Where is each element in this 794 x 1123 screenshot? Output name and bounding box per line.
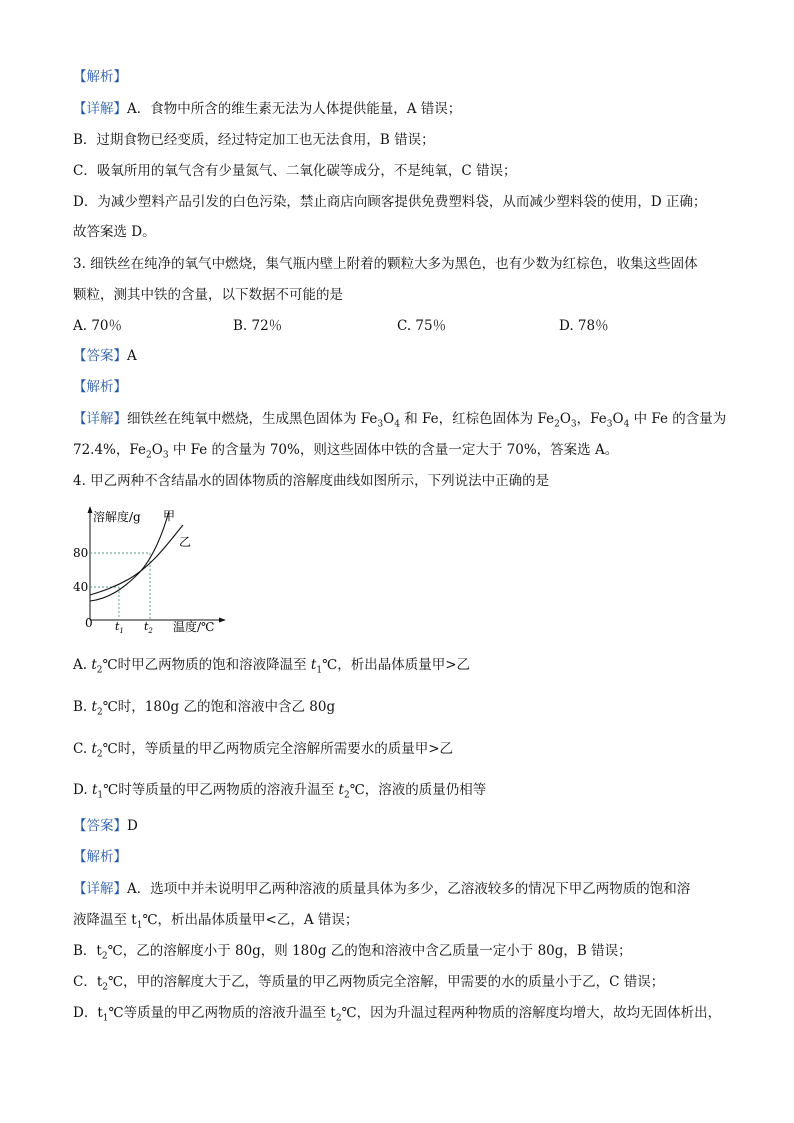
q2-exp-d: D．为减少塑料产品引发的白色污染，禁止商店向顾客提供免费塑料袋，从而减少塑料袋的使用，D 正确； xyxy=(73,194,707,210)
q3-exp1-b: O xyxy=(383,411,395,427)
q2-exp-c: C．吸氧所用的氧气含有少量氮气、二氧化碳等成分，不是纯氧，C 错误； xyxy=(73,163,517,179)
origin-label: 0 xyxy=(85,616,93,630)
q3-exp2-a: 72.4%，Fe xyxy=(73,442,147,458)
q3-exp1-f: O xyxy=(612,411,624,427)
q4-opt-b-text: ℃时，180g 乙的饱和溶液中含乙 80g xyxy=(102,699,336,715)
q3-exp-line2: 72.4%，$Fe_2O_3$ 中 Fe 的含量为 70%，则这些固体中铁的含量一定大于 70%，答案选 A。 xyxy=(73,442,619,461)
q3-exp1-d: O xyxy=(559,411,571,427)
q4-exp-a2b-text: ℃，析出晶体质量甲<乙，A 错误； xyxy=(142,912,359,928)
daan-tag: 【答案】 xyxy=(73,348,127,364)
q2-exp-a-text: A．食物中所含的维生素无法为人体提供能量，A 错误； xyxy=(127,101,462,117)
q2-conclusion: 故答案选 D。 xyxy=(73,224,156,240)
solubility-chart xyxy=(73,503,233,635)
q4-opt-d-text1: ℃时等质量的甲乙两物质的溶液升温至 xyxy=(103,782,339,798)
q4-opt-c-letter: C. xyxy=(73,741,92,757)
q3-exp1-g: 中 Fe 的含量为 xyxy=(629,411,727,427)
q3-exp2-c: 中 Fe 的含量为 70%，则这些固体中铁的含量一定大于 70%，答案选 A。 xyxy=(168,442,619,458)
q4-opt-c-text: ℃时，等质量的甲乙两物质完全溶解所需要水的质量甲>乙 xyxy=(102,741,454,757)
q4-answer xyxy=(73,817,138,835)
q3-answer xyxy=(73,347,137,365)
q4-exp-d-a: D．t xyxy=(73,1005,103,1021)
jiexi-tag: 【解析】 xyxy=(73,69,127,85)
y-tick-40: 40 xyxy=(73,580,89,594)
series-label-jia: 甲 xyxy=(163,509,176,523)
q3-answer-value: A xyxy=(127,348,137,364)
q4-option-b: B. $t_2℃$时，180g 乙的饱和溶液中含乙 80g xyxy=(73,699,336,718)
q4-exp-b-a: B．t xyxy=(73,943,102,959)
x-axis-label: 温度/℃ xyxy=(173,620,215,634)
q4-opt-d-letter: D. xyxy=(73,782,92,798)
chart-axes xyxy=(90,509,223,620)
x-tick-t2: $t_2$ xyxy=(144,620,153,635)
q4-option-a: A. $t_2℃$时甲乙两物质的饱和溶液降温至 $t_1℃$，析出晶体质量甲>乙 xyxy=(73,657,471,676)
jiexi-tag-q3: 【解析】 xyxy=(73,379,127,395)
daan-tag-q4: 【答案】 xyxy=(73,818,127,834)
q4-opt-a-text2: ℃，析出晶体质量甲>乙 xyxy=(322,657,471,673)
q3-options xyxy=(73,317,713,335)
q3-exp1-c: 和 Fe，红棕色固体为 Fe xyxy=(399,411,555,427)
series-label-yi: 乙 xyxy=(179,535,192,549)
q4-exp-b-b: ℃，乙的溶解度小于 80g，则 180g 乙的饱和溶液中含乙质量一定小于 80g，B 错误； xyxy=(107,943,632,959)
q4-exp-a2: 液降温至 $t_1℃$，析出晶体质量甲<乙，A 错误； xyxy=(73,912,359,931)
q4-answer-value: D xyxy=(127,818,138,834)
q4-option-d: D. $t_1℃$时等质量的甲乙两物质的溶液升温至 $t_2℃$，溶液的质量仍相等 xyxy=(73,782,487,801)
guide-lines xyxy=(90,553,150,620)
q2-exp-a xyxy=(73,100,461,118)
q3-exp-line1: 【详解】细铁丝在纯氧中燃烧，生成黑色固体为 $Fe_3O_4$ 和 Fe，红棕色固体为 $Fe_2O_3$，$Fe_3O_4$ 中 Fe 的含量为 xyxy=(73,411,727,430)
y-axis-arrow xyxy=(88,506,93,513)
curve-yi xyxy=(90,525,183,595)
q4-option-c: C. $t_2℃$时，等质量的甲乙两物质完全溶解所需要水的质量甲>乙 xyxy=(73,741,454,760)
jiexi-tag-q4: 【解析】 xyxy=(73,849,127,865)
q3-exp1-a: 细铁丝在纯氧中燃烧，生成黑色固体为 Fe xyxy=(127,411,378,427)
q3-exp2-b: O xyxy=(151,442,163,458)
q4-opt-a-text1: ℃时甲乙两物质的饱和溶液降温至 xyxy=(102,657,311,673)
q3-option-b: B. 72％ xyxy=(233,318,283,334)
q4-exp-a2-text: 液降温至 t xyxy=(73,912,137,928)
y-axis-label: 溶解度/g xyxy=(93,510,141,524)
xiangjie-tag-q4: 【详解】 xyxy=(73,881,127,897)
q4-exp-c: C．$t_2℃$，甲的溶解度大于乙，等质量的甲乙两物质完全溶解，甲需要的水的质量小于乙，C 错误； xyxy=(73,974,665,993)
q3-option-a: A. 70％ xyxy=(73,318,123,334)
x-axis-arrow xyxy=(219,618,226,623)
q3-option-d: D. 78％ xyxy=(559,318,609,334)
q4-opt-b-letter: B. xyxy=(73,699,92,715)
q4-opt-a-letter: A. xyxy=(73,657,92,673)
xiangjie-tag-q3: 【详解】 xyxy=(73,411,127,427)
x-tick-t1: $t_1$ xyxy=(115,620,124,635)
q3-stem-line1: 3. 细铁丝在纯净的氧气中燃烧，集气瓶内壁上附着的颗粒大多为黑色，也有少数为红棕色，收集这些固体 xyxy=(73,256,698,272)
q4-exp-c-b: ℃，甲的溶解度大于乙，等质量的甲乙两物质完全溶解，甲需要的水的质量小于乙，C 错误； xyxy=(108,974,665,990)
q2-exp-b: B．过期食物已经变质，经过特定加工也无法食用，B 错误； xyxy=(73,132,435,148)
q3-option-c: C. 75％ xyxy=(397,318,447,334)
y-tick-80: 80 xyxy=(73,546,89,560)
q4-exp-d-b: ℃等质量的甲乙两物质的溶液升温至 t xyxy=(108,1005,336,1021)
q4-exp-c-a: C．t xyxy=(73,974,103,990)
q4-opt-d-text2: ℃，溶液的质量仍相等 xyxy=(349,782,487,798)
q4-exp-d: D．$t_1℃$等质量的甲乙两物质的溶液升温至 $t_2℃$，因为升温过程两种物质的溶解度均增大，故均无固体析出， xyxy=(73,1005,722,1024)
q4-stem: 4. 甲乙两种不含结晶水的固体物质的溶解度曲线如图所示，下列说法中正确的是 xyxy=(73,473,550,489)
q4-exp-d-c: ℃，因为升温过程两种物质的溶解度均增大，故均无固体析出， xyxy=(341,1005,722,1021)
q3-exp1-e: ，Fe xyxy=(576,411,607,427)
q4-exp-a1-text: A．选项中并未说明甲乙两种溶液的质量具体为多少，乙溶液较多的情况下甲乙两物质的饱和溶 xyxy=(127,881,691,897)
q4-exp-a1 xyxy=(73,880,690,898)
q4-exp-b: B．$t_2℃$，乙的溶解度小于 80g，则 180g 乙的饱和溶液中含乙质量一定小于 80g，B 错误； xyxy=(73,943,632,962)
xiangjie-tag: 【详解】 xyxy=(73,101,127,117)
q3-stem-line2: 颗粒，测其中铁的含量，以下数据不可能的是 xyxy=(73,287,343,303)
